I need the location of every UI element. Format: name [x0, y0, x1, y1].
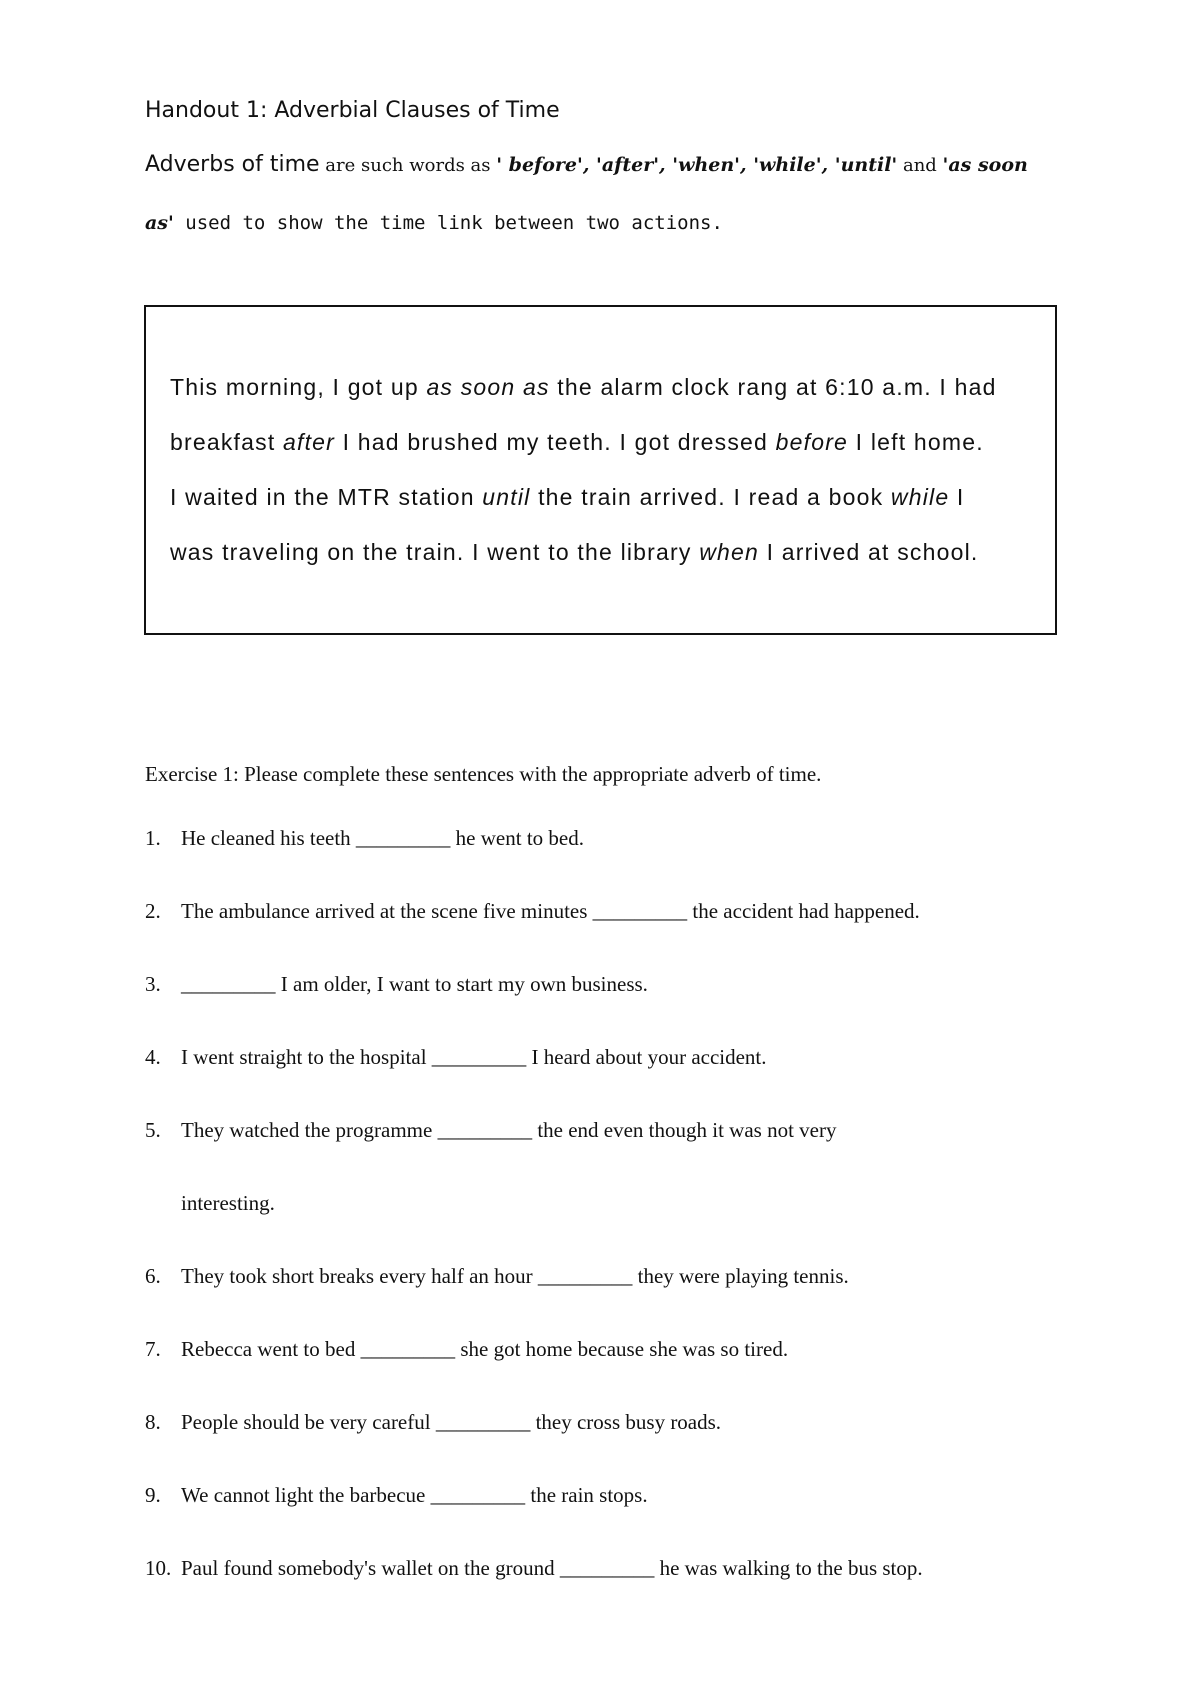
intro-line-2 — [145, 212, 723, 234]
item-number: 10. — [145, 1556, 172, 1580]
item-number: 6. — [145, 1264, 161, 1288]
exercise-title: Exercise 1: Please complete these sentences with the appropriate adverb of time. — [145, 762, 822, 786]
item-text: The ambulance arrived at the scene five minutes _________ the accident had happened. — [181, 899, 920, 923]
intro-term: Adverbs of time — [145, 152, 320, 177]
example-line — [170, 429, 984, 456]
handout-title: Handout 1: Adverbial Clauses of Time — [145, 98, 560, 123]
example-adverb: until — [482, 484, 531, 510]
item-text: Paul found somebody's wallet on the ground _________ he was walking to the bus stop. — [181, 1556, 923, 1580]
exercise-item — [145, 1410, 721, 1435]
intro-last-word-1: 'as soon — [942, 154, 1028, 176]
example-line — [170, 539, 979, 566]
intro-line-1 — [145, 152, 1085, 177]
item-number: 1. — [145, 826, 161, 850]
intro-rest: used to show the time link between two actions. — [173, 212, 723, 234]
exercise-item — [145, 1264, 849, 1289]
item-text: People should be very careful _________ they cross busy roads. — [181, 1410, 722, 1434]
example-adverb: after — [283, 429, 336, 455]
exercise-item — [145, 1045, 767, 1070]
example-text: I left home. — [848, 429, 984, 455]
item-number: 5. — [145, 1118, 161, 1142]
exercise-item — [145, 826, 584, 851]
example-line — [170, 484, 965, 511]
item-number: 7. — [145, 1337, 161, 1361]
example-text: breakfast — [170, 429, 283, 455]
example-text: was traveling on the train. I went to the library — [170, 539, 700, 565]
example-adverb: when — [699, 539, 759, 565]
exercise-item — [145, 1337, 788, 1362]
exercise-item — [145, 1118, 837, 1143]
example-text: I had brushed my teeth. I got dressed — [335, 429, 776, 455]
intro-middle: are such words as — [319, 155, 497, 176]
intro-last-word-2: as' — [145, 212, 174, 234]
intro-and: and — [897, 155, 943, 176]
exercise-item — [145, 1483, 648, 1508]
exercise-item — [145, 972, 648, 997]
example-adverb: while — [890, 484, 950, 510]
item-number: 3. — [145, 972, 161, 996]
example-box — [144, 305, 1057, 635]
item-text: They took short breaks every half an hour _________ they were playing tennis. — [181, 1264, 849, 1288]
item-number: 8. — [145, 1410, 161, 1434]
example-text: I waited in the MTR station — [170, 484, 483, 510]
example-adverb: before — [775, 429, 849, 455]
item-text: _________ I am older, I want to start my own business. — [181, 972, 648, 996]
example-text: I — [949, 484, 965, 510]
item-text: We cannot light the barbecue _________ the rain stops. — [181, 1483, 648, 1507]
example-text: I arrived at school. — [758, 539, 979, 565]
item-text: He cleaned his teeth _________ he went to bed. — [181, 826, 584, 850]
item-text: I went straight to the hospital _________ I heard about your accident. — [181, 1045, 767, 1069]
item-number: 4. — [145, 1045, 161, 1069]
item-text: Rebecca went to bed _________ she got home because she was so tired. — [181, 1337, 789, 1361]
intro-quoted-words: ' before', 'after', 'when', 'while', 'until' — [496, 154, 898, 176]
item-continuation: interesting. — [181, 1191, 275, 1215]
exercise-item — [145, 899, 920, 924]
example-adverb: as soon as — [426, 374, 550, 400]
example-text: the train arrived. I read a book — [530, 484, 891, 510]
exercise-item — [145, 1556, 923, 1581]
item-number: 9. — [145, 1483, 161, 1507]
example-text: This morning, I got up — [170, 374, 427, 400]
example-line — [170, 374, 997, 401]
example-text: the alarm clock rang at 6:10 a.m. I had — [549, 374, 997, 400]
item-number: 2. — [145, 899, 161, 923]
item-text: They watched the programme _________ the end even though it was not very — [181, 1118, 837, 1142]
